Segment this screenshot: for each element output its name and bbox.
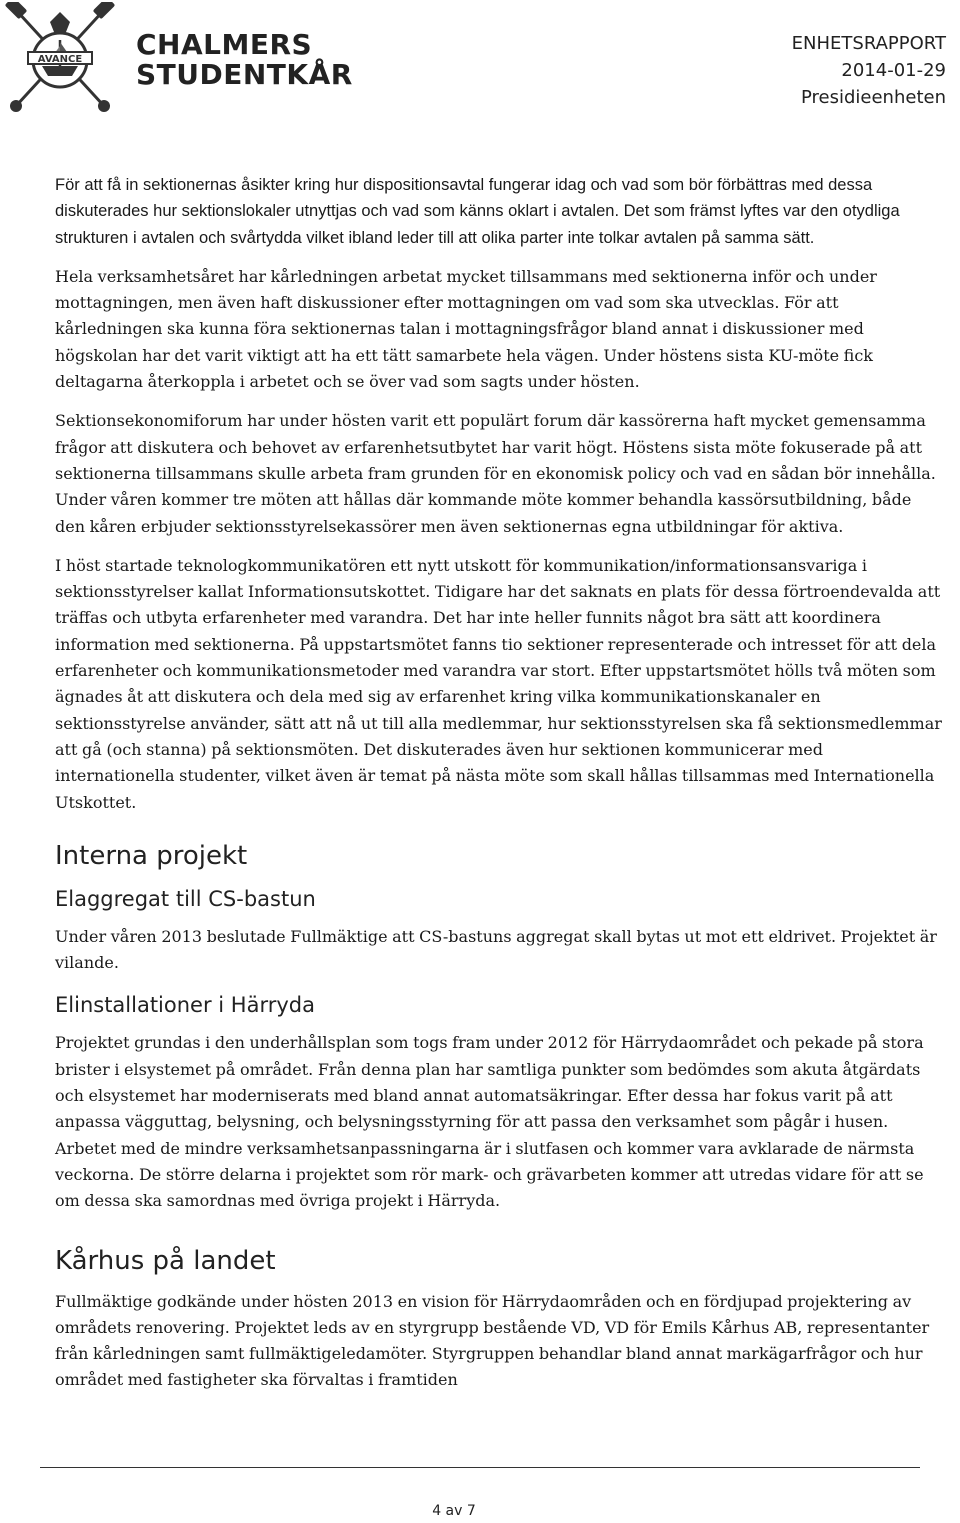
paragraph-dispositionsavtal: För att få in sektionernas åsikter kring hur dispositionsavtal fungerar idag och vad som bör förbättras med dessa diskuterades hur sektionslokaler utnyttjas och vad som känns oklart i avtalen. Det som främst lyftes var den otydliga strukturen i avtalen och svårtydda vilket ibland leder till att olika parter inte tolkar avtalen på samma sätt. bbox=[55, 176, 900, 247]
paragraph-karhus: Fullmäktige godkände under hösten 2013 en vision för Härrydaområden och en fördjupad projektering av områdets renovering. Projektet leds av en styrgrupp bestående VD, VD för Emils Kårhus AB, representanter från kårledningen samt fullmäktigeledamöter. Styrgruppen behandlar bland annat markägarfrågor och hur området med fastigheter ska förvaltas i framtiden bbox=[55, 1291, 930, 1390]
paragraph-mottagning: Hela verksamhetsåret har kårledningen arbetat mycket tillsammans med sektionerna inför och under mottagningen, men även haft diskussioner efter mottagningen om vad som ska utvecklas. För att kårledningen ska kunna föra sektionernas talan i mottagningsfrågor bland annat i diskussioner med högskolan har det varit viktigt att ha ett tätt samarbete hela vägen. Under höstens sista KU-möte fick deltagarna återkoppla i arbetet och se över vad som sagts under hösten. bbox=[55, 266, 877, 392]
page-header bbox=[0, 0, 960, 120]
footer-divider bbox=[40, 1467, 920, 1468]
heading-elinstallationer: Elinstallationer i Härryda bbox=[55, 993, 315, 1018]
seal-motto: AVANCE bbox=[37, 54, 83, 65]
paragraph-sektionsekonomiforum: Sektionsekonomiforum har under hösten varit ett populärt forum där kassörerna haft mycket gemensamma frågor att diskutera och behovet av erfarenhetsutbytet har varit högt. Höstens sista möte fokuserade på att sektionerna tillsammans skulle arbeta fram grunden för en ekonomisk policy och vad en sådan bör innehålla. Under våren kommer tre möten att hållas där kommande möte kommer behandla kassörsutbildning, både den kåren erbjuder sektionsstyrelsekassörer men även sektionernas egna utbildningar för aktiva. bbox=[55, 411, 936, 536]
organization-logo-text bbox=[136, 30, 353, 90]
paragraph-elaggregat: Under våren 2013 beslutade Fullmäktige att CS-bastuns aggregat skall bytas ut mot ett eldrivet. Projektet är vilande. bbox=[55, 926, 937, 973]
page-number: 4 av 7 bbox=[432, 1503, 476, 1519]
report-unit: Presidieenheten bbox=[800, 87, 946, 108]
heading-karhus-pa-landet: Kårhus på landet bbox=[55, 1245, 276, 1276]
report-date: 2014-01-29 bbox=[841, 60, 946, 81]
chalmers-seal-icon bbox=[4, 2, 116, 114]
report-meta bbox=[792, 30, 946, 111]
paragraph-elinstallationer: Projektet grundas i den underhållsplan som togs fram under 2012 för Härrydaområdet och pekade på stora brister i elsystemet på området. Från denna plan har samtliga punkter som bedömdes som akuta åtgärdats och elsystemet har moderniserats med bland annat automatsäkringar. Efter dessa har fokus varit på att anpassa vägguttag, belysning, och belysningsstyrning för att passa den verksamhet som pågår i husen. Arbetet med de mindre verksamhetsanpassningarna är i slutfasen och kommer vara avklarade de närmsta veckorna. De större delarna i projektet som rör mark- och grävarbeten kommer att utredas vidare för att se om dessa ska samordnas med övriga projekt i Härryda. bbox=[55, 1033, 924, 1211]
heading-interna-projekt: Interna projekt bbox=[55, 840, 248, 871]
document-body bbox=[55, 172, 945, 1407]
org-name-line2: STUDENTKÅR bbox=[136, 58, 353, 91]
report-type: ENHETSRAPPORT bbox=[791, 33, 946, 54]
paragraph-informationsutskottet: I höst startade teknologkommunikatören ett nytt utskott för kommunikation/informationsansvariga i sektionsstyrelser kallat Informationsutskottet. Tidigare har det saknats en plats för dessa förtroendevalda att träffas och utbyta erfarenheter med varandra. Det har inte heller funnits något bra sätt att koordinera information med sektionerna. På uppstartsmötet fanns tio sektioner representerade och intresset för att dela erfarenheter och kommunikationsmetoder med varandra var stort. Efter uppstartsmötet hölls två möten som ägnades åt att diskutera och dela med sig av erfarenhet kring vilka kommunikationskanaler en sektionsstyrelse använder, sätt att nå ut till alla medlemmar, hur sektionsstyrelsen ska få sektionsmedlemmar att gå (och stanna) på sektionsmöten. Det diskuterades även hur sektionen kommunicerar med internationella studenter, vilket även är temat på nästa möte som skall hållas tillsammas med Internationella Utskottet. bbox=[55, 555, 942, 812]
heading-elaggregat: Elaggregat till CS-bastun bbox=[55, 886, 316, 911]
org-name-line1: CHALMERS bbox=[136, 28, 313, 61]
